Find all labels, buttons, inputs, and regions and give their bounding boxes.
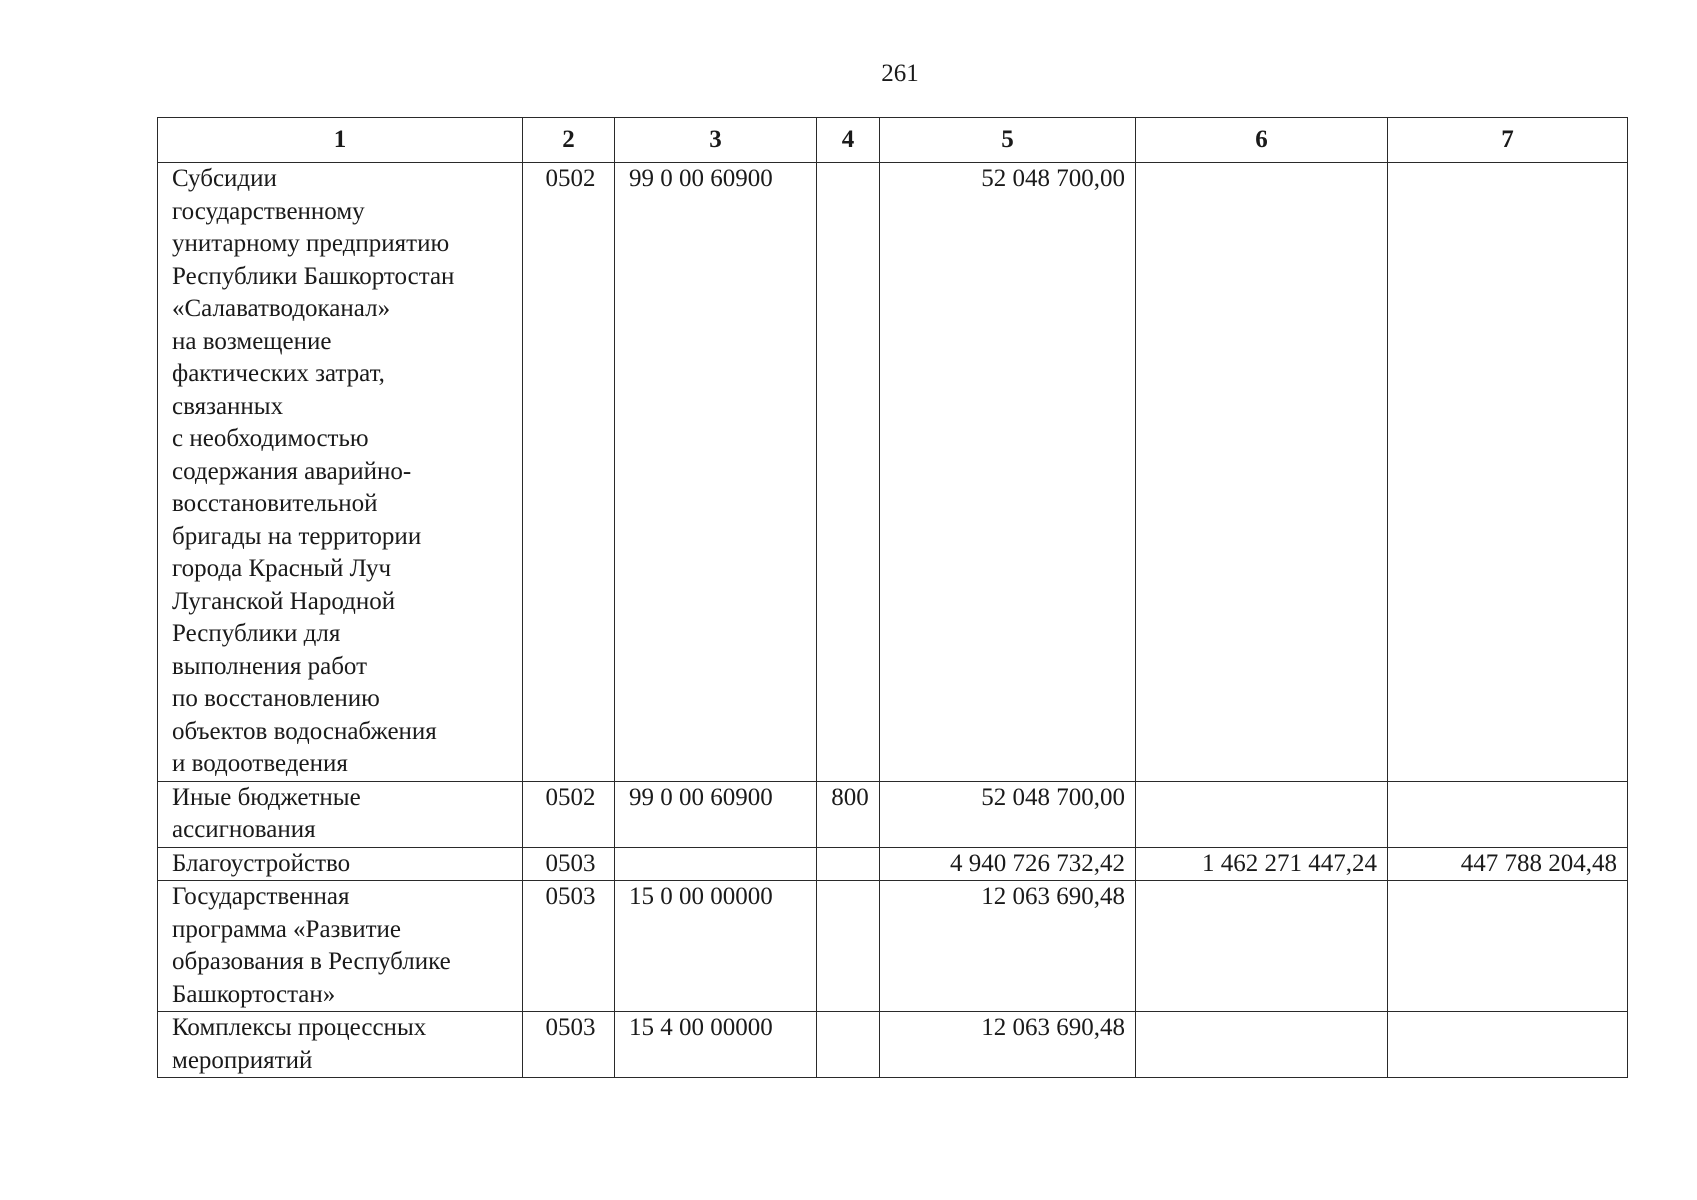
row-code: 15 0 00 00000 bbox=[615, 881, 817, 1012]
row-code bbox=[615, 847, 817, 881]
name-line: Субсидии bbox=[172, 165, 277, 192]
row-code: 99 0 00 60900 bbox=[615, 781, 817, 847]
name-line: содержания аварийно- bbox=[172, 457, 412, 485]
name-line: унитарному предприятию bbox=[172, 230, 450, 257]
header-col-6: 6 bbox=[1136, 118, 1388, 163]
name-line: фактических затрат, bbox=[172, 360, 385, 387]
row-col7 bbox=[1388, 1012, 1628, 1078]
name-line: с необходимостью bbox=[172, 425, 369, 452]
row-col5: 52 048 700,00 bbox=[880, 781, 1136, 847]
name-line: ассигнования bbox=[172, 816, 316, 843]
name-line: выполнения работ bbox=[172, 652, 368, 680]
name-line: государственному bbox=[172, 197, 365, 225]
row-col7: 447 788 204,48 bbox=[1388, 847, 1628, 881]
name-line: объектов водоснабжения bbox=[172, 717, 437, 745]
name-line: Иные бюджетные bbox=[172, 783, 361, 811]
table-row bbox=[158, 847, 1628, 881]
name-line: Государственная bbox=[172, 883, 350, 910]
name-line: программа «Развитие bbox=[172, 915, 402, 943]
table-row bbox=[158, 163, 1628, 782]
row-name bbox=[158, 881, 523, 1012]
name-line: по восстановлению bbox=[172, 685, 380, 712]
name-line: Луганской Народной bbox=[172, 587, 396, 615]
row-name bbox=[158, 847, 523, 881]
name-line: образования в Республике bbox=[172, 948, 451, 975]
row-col6 bbox=[1136, 163, 1388, 782]
row-code: 15 4 00 00000 bbox=[615, 1012, 817, 1078]
header-row bbox=[158, 118, 1628, 163]
row-name bbox=[158, 163, 523, 782]
row-col6: 1 462 271 447,24 bbox=[1136, 847, 1388, 881]
name-line: «Салаватводоканал» bbox=[172, 295, 391, 322]
name-line: связанных bbox=[172, 392, 284, 420]
budget-table bbox=[157, 117, 1628, 1078]
name-line: мероприятий bbox=[172, 1046, 313, 1074]
table-row bbox=[158, 781, 1628, 847]
row-name bbox=[158, 781, 523, 847]
header-col-5: 5 bbox=[880, 118, 1136, 163]
row-section: 0502 bbox=[523, 163, 615, 782]
row-col6 bbox=[1136, 1012, 1388, 1078]
table-row bbox=[158, 1012, 1628, 1078]
row-col5: 12 063 690,48 bbox=[880, 1012, 1136, 1078]
row-col6 bbox=[1136, 881, 1388, 1012]
row-section: 0503 bbox=[523, 847, 615, 881]
row-section: 0502 bbox=[523, 781, 615, 847]
row-col5: 12 063 690,48 bbox=[880, 881, 1136, 1012]
name-line: Благоустройство bbox=[172, 849, 351, 877]
row-name bbox=[158, 1012, 523, 1078]
name-line: и водоотведения bbox=[172, 750, 348, 777]
row-col5: 4 940 726 732,42 bbox=[880, 847, 1136, 881]
header-col-2: 2 bbox=[523, 118, 615, 163]
page-number: 261 bbox=[881, 60, 919, 87]
header-col-7: 7 bbox=[1388, 118, 1628, 163]
name-line: на возмещение bbox=[172, 327, 332, 355]
name-line: Республики Башкортостан bbox=[172, 262, 455, 290]
name-line: Башкортостан» bbox=[172, 980, 336, 1008]
row-section: 0503 bbox=[523, 1012, 615, 1078]
header-col-3: 3 bbox=[615, 118, 817, 163]
row-section: 0503 bbox=[523, 881, 615, 1012]
row-type bbox=[817, 881, 880, 1012]
row-col5: 52 048 700,00 bbox=[880, 163, 1136, 782]
row-col7 bbox=[1388, 163, 1628, 782]
table-row bbox=[158, 881, 1628, 1012]
row-col6 bbox=[1136, 781, 1388, 847]
row-type: 800 bbox=[817, 781, 880, 847]
name-line: восстановительной bbox=[172, 490, 378, 517]
row-col7 bbox=[1388, 781, 1628, 847]
row-type bbox=[817, 1012, 880, 1078]
name-line: Комплексы процессных bbox=[172, 1014, 427, 1041]
name-line: Республики для bbox=[172, 620, 341, 647]
table-body bbox=[158, 163, 1628, 1078]
header-col-4: 4 bbox=[817, 118, 880, 163]
row-code: 99 0 00 60900 bbox=[615, 163, 817, 782]
name-line: города Красный Луч bbox=[172, 555, 392, 582]
row-type bbox=[817, 163, 880, 782]
name-line: бригады на территории bbox=[172, 522, 422, 550]
row-type bbox=[817, 847, 880, 881]
header-col-1: 1 bbox=[158, 118, 523, 163]
row-col7 bbox=[1388, 881, 1628, 1012]
